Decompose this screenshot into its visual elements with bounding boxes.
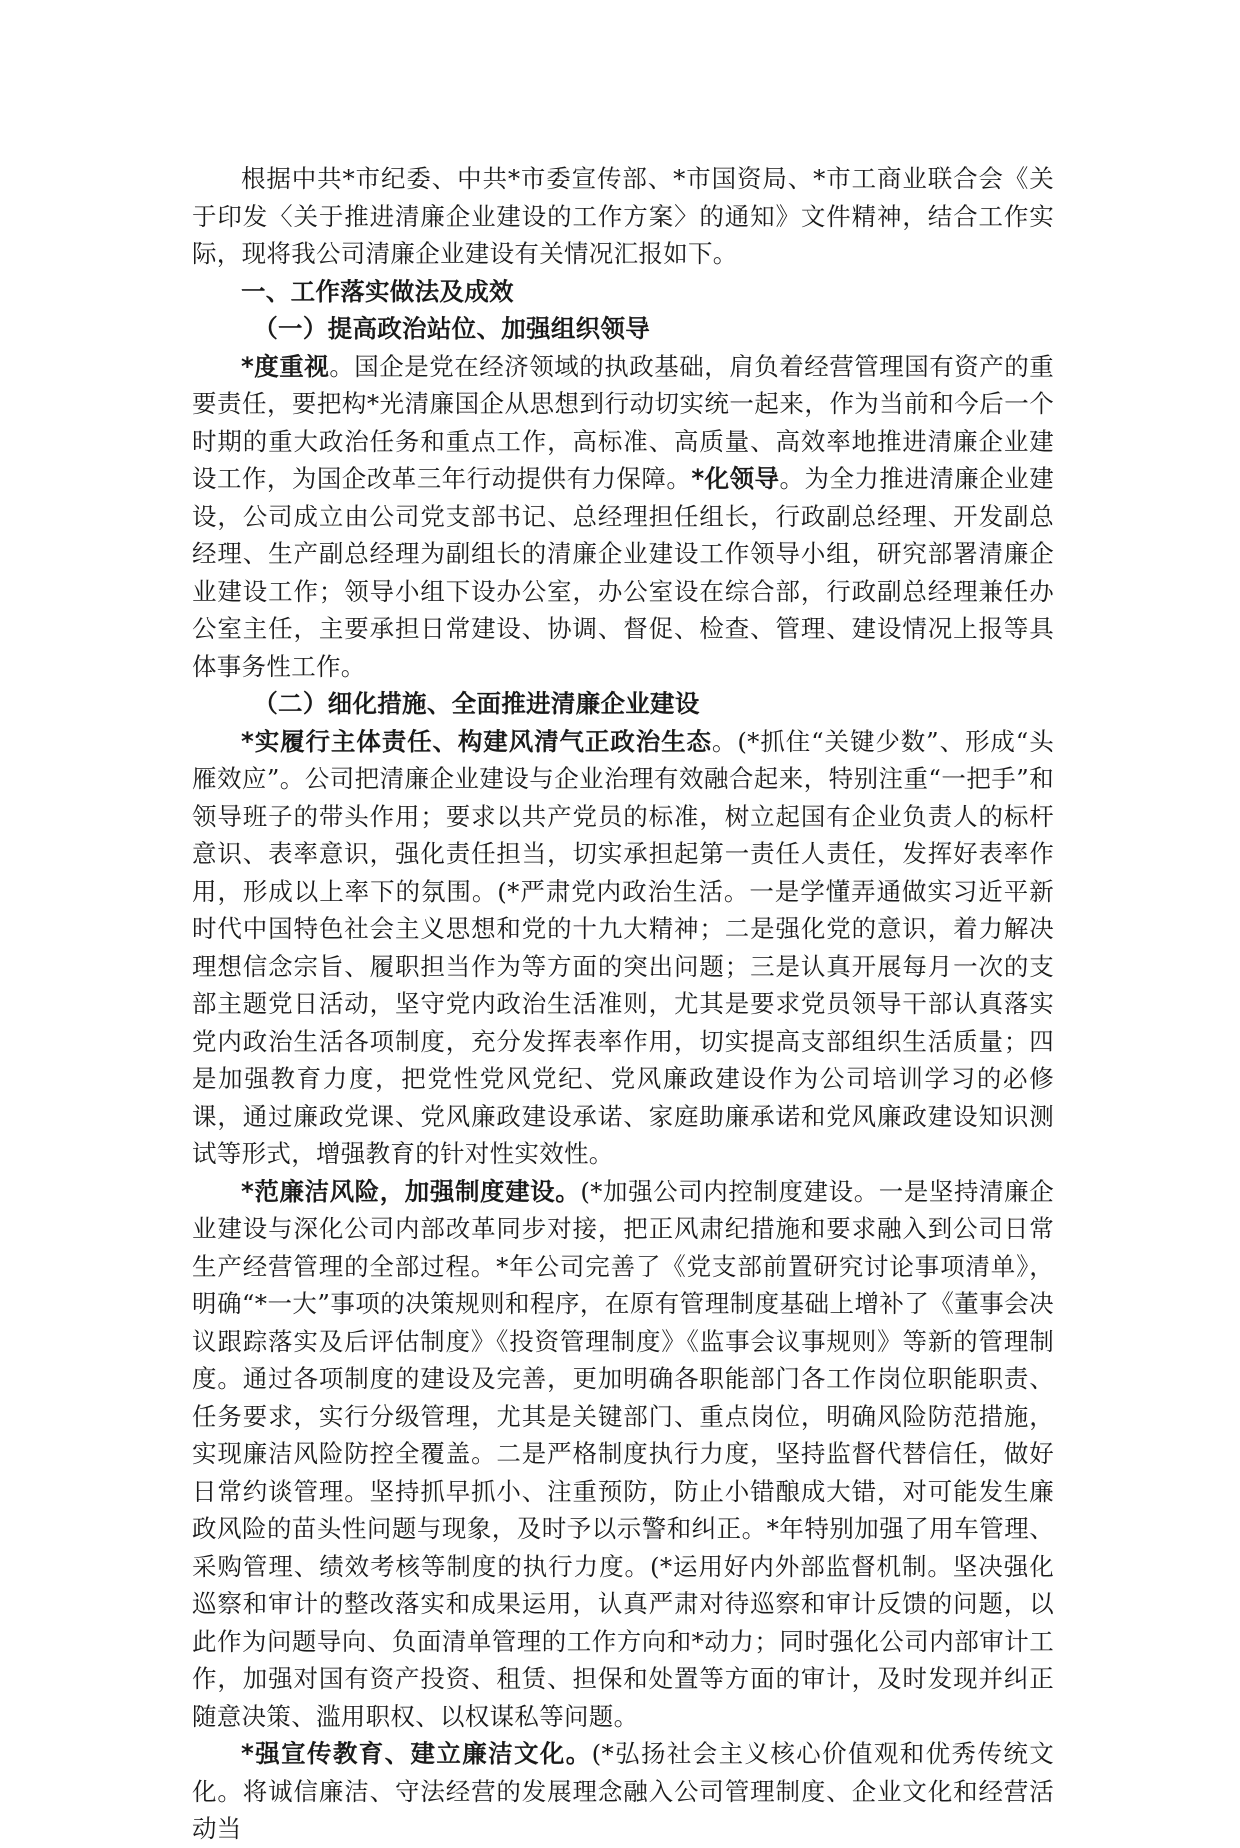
subsection-heading-2: （二）细化措施、全面推进清廉企业建设 bbox=[253, 689, 700, 718]
paragraph-risk-control bbox=[192, 1173, 1054, 1736]
paragraph-responsibility bbox=[192, 723, 1054, 1173]
paragraph-text: 。(*抓住“关键少数”、形成“头雁效应”。公司把清廉企业建设与企业治理有效融合起来，特别注重“一把手”和领导班子的带头作用；要求以共产党员的标准，树立起国有企业负责人的标杆意识、表率意识，强化责任担当，切实承担起第一责任人责任，发挥好表率作用，形成以上率下的氛围。(*严肃党内政治生活。一是学懂弄通做实习近平新时代中国特色社会主义思想和党的十九大精神；二是强化党的意识，着力解决理想信念宗旨、履职担当作为等方面的突出问题；三是认真开展每月一次的支部主题党日活动，坚守党内政治生活准则，尤其是要求党员领导干部认真落实党内政治生活各项制度，充分发挥表率作用，切实提高支部组织生活质量；四是加强教育力度，把党性党风党纪、党风廉政建设作为公司培训学习的必修课，通过廉政党课、党风廉政建设承诺、家庭助廉承诺和党风廉政建设知识测试等形式，增强教育的针对性实效性。 bbox=[192, 726, 1055, 1168]
paragraph-text: 。国企是党在经济领域的执政基础，肩负着经营管理国有资产的重要责任，要把构*光清廉国企从思想到行动切实统一起来，作为当前和今后一个时期的重大政治任务和重点工作，高标准、高质量、高效率地推进清廉企业建设工作，为国企改革三年行动提供有力保障。 bbox=[192, 351, 1055, 493]
lead-term-attention: *度重视 bbox=[241, 351, 330, 381]
document-body bbox=[192, 160, 1054, 1848]
lead-term-responsibility: *实履行主体责任、构建风清气正政治生态 bbox=[241, 726, 712, 756]
paragraph-text: (*弘扬社会主义核心价值观和优秀传统文化。将诚信廉洁、守法经营的发展理念融入公司管理制度、企业文化和经营活动当 bbox=[192, 1739, 1055, 1843]
section-heading-1: 一、工作落实做法及成效 bbox=[241, 276, 514, 306]
lead-term-leadership: *化领导 bbox=[691, 464, 780, 493]
paragraph-leadership bbox=[192, 348, 1054, 686]
lead-term-risk: *范廉洁风险，加强制度建设。 bbox=[241, 1176, 581, 1206]
paragraph-education bbox=[192, 1735, 1054, 1848]
lead-term-education: *强宣传教育、建立廉洁文化。 bbox=[241, 1739, 592, 1768]
paragraph-text: 。为全力推进清廉企业建设，公司成立由公司党支部书记、总经理担任组长，行政副总经理、开发副总经理、生产副总经理为副组长的清廉企业建设工作领导小组，研究部署清廉企业建设工作；领导小组下设办公室，办公室设在综合部，行政副总经理兼任办公室主任，主要承担日常建设、协调、督促、检查、管理、建设情况上报等具体事务性工作。 bbox=[192, 464, 1054, 681]
intro-paragraph: 根据中共*市纪委、中共*市委宣传部、*市国资局、*市工商业联合会《关于印发〈关于推进清廉企业建设的工作方案〉的通知》文件精神，结合工作实际，现将我公司清廉企业建设有关情况汇报如下。 bbox=[192, 164, 1054, 268]
subsection-heading-1: （一）提高政治站位、加强组织领导 bbox=[253, 314, 651, 343]
paragraph-text: (*加强公司内控制度建设。一是坚持清廉企业建设与深化公司内部改革同步对接，把正风肃纪措施和要求融入到公司日常生产经营管理的全部过程。*年公司完善了《党支部前置研究讨论事项清单》，明确“*一大”事项的决策规则和程序，在原有管理制度基础上增补了《董事会决议跟踪落实及后评估制度》《投资管理制度》《监事会议事规则》等新的管理制度。通过各项制度的建设及完善，更加明确各职能部门各工作岗位职能职责、任务要求，实行分级管理，尤其是关键部门、重点岗位，明确风险防范措施，实现廉洁风险防控全覆盖。二是严格制度执行力度，坚持监督代替信任，做好日常约谈管理。坚持抓早抓小、注重预防，防止小错酿成大错，对可能发生廉政风险的苗头性问题与现象，及时予以示警和纠正。*年特别加强了用车管理、采购管理、绩效考核等制度的执行力度。(*运用好内外部监督机制。坚决强化巡察和审计的整改落实和成果运用，认真严肃对待巡察和审计反馈的问题，以此作为问题导向、负面清单管理的工作方向和*动力；同时强化公司内部审计工作，加强对国有资产投资、租赁、担保和处置等方面的审计，及时发现并纠正随意决策、滥用职权、以权谋私等问题。 bbox=[192, 1176, 1054, 1731]
